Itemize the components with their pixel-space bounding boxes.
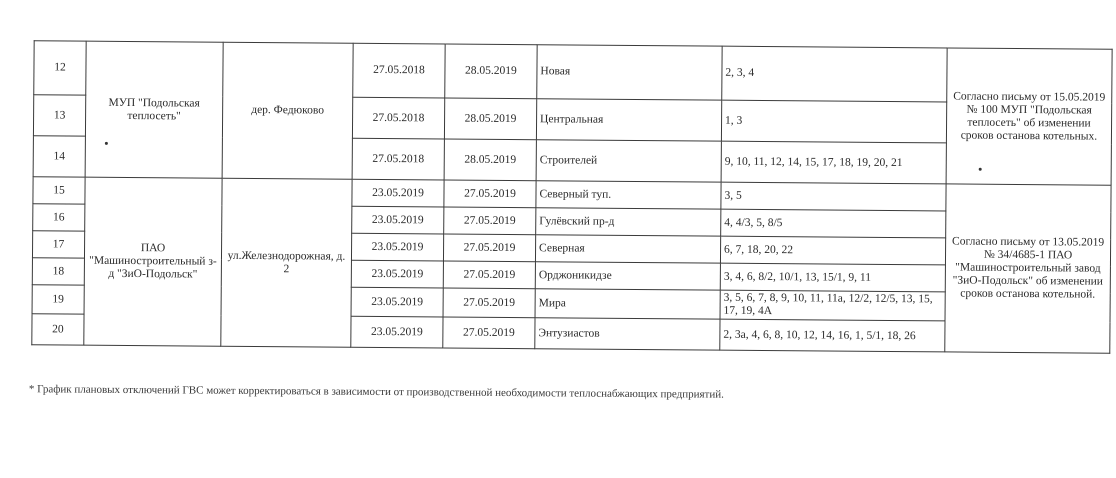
- street-name: Гулёвский пр-д: [536, 208, 721, 236]
- start-date: 23.05.2019: [351, 233, 443, 261]
- end-date: 27.05.2019: [443, 261, 535, 289]
- organization-cell: ПАО "Машиностроительный з-д "ЗиО-Подольск": [84, 177, 222, 346]
- end-date: 28.05.2019: [444, 98, 536, 140]
- house-numbers: 9, 10, 11, 12, 14, 15, 17, 18, 19, 20, 21: [721, 141, 946, 184]
- end-date: 28.05.2019: [444, 139, 536, 181]
- start-date: 27.05.2018: [352, 97, 444, 139]
- house-numbers: 3, 5, 6, 7, 8, 9, 10, 11, 11а, 12/2, 12/5, 13, 15, 17, 19, 4А: [720, 290, 945, 321]
- end-date: 27.05.2019: [443, 288, 535, 318]
- end-date: 28.05.2019: [445, 44, 537, 99]
- basis-note: Согласно письму от 15.05.2019 № 100 МУП "Подольская теплосеть" об изменении сроков останова котельных.: [946, 48, 1112, 185]
- end-date: 27.05.2019: [443, 234, 535, 262]
- start-date: 23.05.2019: [351, 316, 443, 348]
- start-date: 23.05.2019: [352, 206, 444, 234]
- table-row: [34, 41, 1112, 103]
- scan-speck: [979, 168, 982, 171]
- street-name: Северная: [535, 235, 720, 263]
- start-date: 27.05.2018: [352, 138, 444, 180]
- end-date: 27.05.2019: [444, 180, 536, 208]
- house-numbers: 1, 3: [721, 100, 946, 143]
- footnote: * График плановых отключений ГВС может корректироваться в зависимости от производственной необходимости теплоснабжающих предприятий.: [28, 383, 724, 401]
- street-name: Энтузиастов: [535, 318, 720, 350]
- row-number: 19: [32, 285, 84, 314]
- row-number: 17: [32, 231, 84, 258]
- locality-cell: ул.Железнодорожная, д. 2: [221, 178, 352, 347]
- row-number: 15: [33, 177, 85, 204]
- organization-cell: МУП "Подольская теплосеть": [85, 41, 223, 178]
- basis-note: Согласно письму от 13.05.2019 № 34/4685-1 ПАО "Машиностроительный завод "ЗиО-Подольск" об изменении сроков останова котельной.: [945, 184, 1111, 353]
- row-number: 13: [33, 95, 85, 136]
- start-date: 23.05.2019: [351, 260, 443, 288]
- house-numbers: 6, 7, 18, 20, 22: [720, 236, 945, 265]
- row-number: 12: [34, 41, 86, 95]
- house-numbers: 3, 4, 6, 8/2, 10/1, 13, 15/1, 9, 11: [720, 263, 945, 292]
- street-name: Мира: [535, 289, 720, 319]
- end-date: 27.05.2019: [444, 207, 536, 235]
- house-numbers: 4, 4/3, 5, 8/5: [721, 209, 946, 238]
- house-numbers: 2, 3а, 4, 6, 8, 10, 12, 14, 16, 1, 5/1, 18, 26: [720, 319, 945, 352]
- end-date: 27.05.2019: [443, 317, 535, 349]
- row-number: 14: [33, 136, 85, 177]
- scan-speck: [105, 142, 108, 145]
- street-name: Новая: [537, 45, 722, 100]
- street-name: Строителей: [536, 140, 721, 182]
- row-number: 20: [32, 314, 84, 345]
- row-number: 16: [33, 204, 85, 231]
- start-date: 23.05.2019: [352, 179, 444, 207]
- house-numbers: 2, 3, 4: [722, 46, 947, 102]
- start-date: 23.05.2019: [351, 287, 443, 317]
- house-numbers: 3, 5: [721, 182, 946, 211]
- row-number: 18: [32, 258, 84, 285]
- locality-cell: дер. Федюково: [222, 42, 353, 179]
- outage-schedule-table: [31, 40, 1112, 353]
- street-name: Центральная: [536, 99, 721, 141]
- street-name: Орджоникидзе: [535, 262, 720, 290]
- start-date: 27.05.2018: [353, 43, 445, 98]
- street-name: Северный туп.: [536, 181, 721, 209]
